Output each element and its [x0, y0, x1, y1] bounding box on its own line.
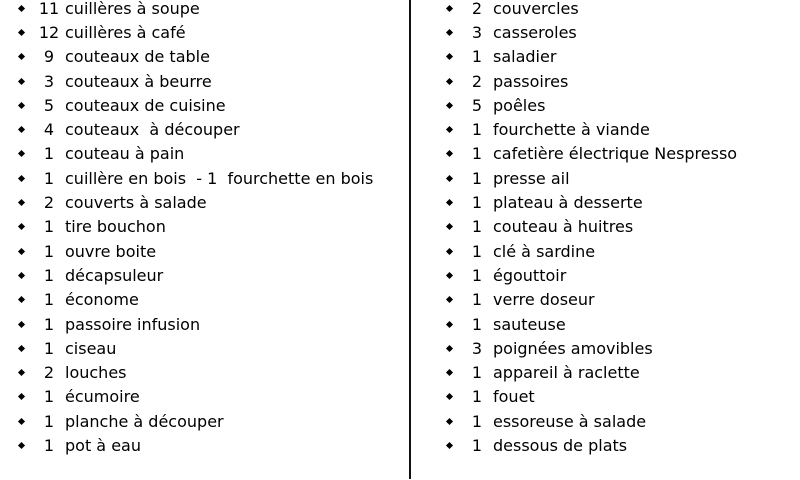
- bullet-diamond-icon: [446, 77, 453, 84]
- bullet-diamond-icon: [18, 53, 25, 60]
- list-item: [446, 409, 796, 433]
- bullet-diamond-icon: [18, 223, 25, 230]
- list-item: [446, 288, 796, 312]
- item-label: couteaux à beurre: [65, 71, 212, 91]
- list-item: [446, 190, 796, 214]
- column-divider: [409, 0, 411, 479]
- bullet-diamond-icon: [18, 248, 25, 255]
- item-quantity: 1: [471, 47, 483, 67]
- list-item: [18, 0, 400, 20]
- bullet-diamond-icon: [446, 199, 453, 206]
- item-quantity: 2: [43, 363, 55, 383]
- item-quantity: 1: [471, 193, 483, 213]
- item-quantity: 4: [43, 120, 55, 140]
- item-label: poêles: [493, 95, 546, 115]
- list-item: [18, 142, 400, 166]
- item-quantity: 1: [471, 411, 483, 431]
- list-item: [18, 20, 400, 44]
- list-item: [18, 360, 400, 384]
- bullet-diamond-icon: [18, 29, 25, 36]
- list-item: [18, 263, 400, 287]
- item-quantity: 1: [43, 144, 55, 164]
- item-quantity: 9: [43, 47, 55, 67]
- list-item: [446, 263, 796, 287]
- item-quantity: 3: [471, 338, 483, 358]
- bullet-diamond-icon: [18, 102, 25, 109]
- item-label: couteau à huitres: [493, 217, 634, 237]
- item-label: couteaux à découper: [65, 120, 240, 140]
- bullet-diamond-icon: [446, 5, 453, 12]
- bullet-diamond-icon: [446, 272, 453, 279]
- item-quantity: 1: [471, 120, 483, 140]
- list-item: [18, 239, 400, 263]
- bullet-diamond-icon: [18, 442, 25, 449]
- bullet-diamond-icon: [18, 175, 25, 182]
- bullet-diamond-icon: [18, 150, 25, 157]
- item-quantity: 1: [471, 363, 483, 383]
- item-label: pot à eau: [65, 435, 141, 455]
- list-item: [18, 190, 400, 214]
- item-label: ouvre boite: [65, 241, 157, 261]
- list-item: [18, 45, 400, 69]
- item-label: décapsuleur: [65, 265, 164, 285]
- item-label: cuillères à soupe: [65, 0, 200, 18]
- list-item: [18, 312, 400, 336]
- list-item: [18, 166, 400, 190]
- list-item: [18, 117, 400, 141]
- list-item: [18, 93, 400, 117]
- item-quantity: 1: [43, 217, 55, 237]
- item-quantity: 1: [43, 435, 55, 455]
- list-item: [446, 385, 796, 409]
- item-quantity: 1: [471, 265, 483, 285]
- item-quantity: 1: [471, 290, 483, 310]
- item-label: essoreuse à salade: [493, 411, 647, 431]
- item-quantity: 1: [471, 217, 483, 237]
- item-quantity: 1: [471, 435, 483, 455]
- item-quantity: 1: [43, 338, 55, 358]
- item-label: casseroles: [493, 22, 577, 42]
- item-label: cuillère en bois - 1 fourchette en bois: [65, 168, 374, 188]
- item-label: verre doseur: [493, 290, 595, 310]
- inventory-list-right-column: [446, 0, 796, 458]
- item-quantity: 1: [43, 265, 55, 285]
- item-quantity: 1: [43, 241, 55, 261]
- bullet-diamond-icon: [18, 77, 25, 84]
- item-quantity: 2: [471, 0, 483, 18]
- list-item: [446, 69, 796, 93]
- bullet-diamond-icon: [18, 418, 25, 425]
- list-item: [446, 20, 796, 44]
- item-quantity: 5: [43, 95, 55, 115]
- item-quantity: 2: [43, 193, 55, 213]
- list-item: [446, 433, 796, 457]
- list-item: [446, 142, 796, 166]
- item-label: sauteuse: [493, 314, 566, 334]
- bullet-diamond-icon: [446, 320, 453, 327]
- list-item: [18, 69, 400, 93]
- list-item: [446, 312, 796, 336]
- item-label: passoire infusion: [65, 314, 201, 334]
- bullet-diamond-icon: [446, 53, 453, 60]
- item-quantity: 2: [471, 71, 483, 91]
- item-label: ciseau: [65, 338, 117, 358]
- bullet-diamond-icon: [446, 418, 453, 425]
- item-label: couvercles: [493, 0, 579, 18]
- item-quantity: 1: [43, 411, 55, 431]
- list-item: [18, 409, 400, 433]
- item-label: fouet: [493, 387, 535, 407]
- bullet-diamond-icon: [446, 248, 453, 255]
- bullet-diamond-icon: [18, 320, 25, 327]
- item-quantity: 1: [471, 387, 483, 407]
- bullet-diamond-icon: [18, 393, 25, 400]
- item-label: presse ail: [493, 168, 570, 188]
- bullet-diamond-icon: [446, 296, 453, 303]
- item-quantity: 1: [471, 144, 483, 164]
- list-item: [446, 0, 796, 20]
- item-quantity: 3: [471, 22, 483, 42]
- item-quantity: 1: [43, 387, 55, 407]
- bullet-diamond-icon: [446, 393, 453, 400]
- list-item: [446, 166, 796, 190]
- list-item: [18, 215, 400, 239]
- item-label: dessous de plats: [493, 435, 628, 455]
- item-quantity: 1: [43, 314, 55, 334]
- item-label: économe: [65, 290, 139, 310]
- bullet-diamond-icon: [18, 296, 25, 303]
- bullet-diamond-icon: [18, 369, 25, 376]
- item-label: saladier: [493, 47, 557, 67]
- list-item: [18, 336, 400, 360]
- list-item: [446, 239, 796, 263]
- bullet-diamond-icon: [18, 345, 25, 352]
- item-label: couteaux de cuisine: [65, 95, 226, 115]
- list-item: [446, 360, 796, 384]
- list-item: [446, 93, 796, 117]
- list-item: [18, 288, 400, 312]
- bullet-diamond-icon: [446, 345, 453, 352]
- item-quantity: 1: [471, 168, 483, 188]
- item-label: fourchette à viande: [493, 120, 650, 140]
- bullet-diamond-icon: [446, 102, 453, 109]
- list-item: [446, 215, 796, 239]
- list-item: [18, 385, 400, 409]
- bullet-diamond-icon: [18, 199, 25, 206]
- item-quantity: 1: [471, 314, 483, 334]
- item-quantity: 5: [471, 95, 483, 115]
- item-label: clé à sardine: [493, 241, 596, 261]
- item-label: cuillères à café: [65, 22, 186, 42]
- item-label: plateau à desserte: [493, 193, 643, 213]
- item-quantity: 12: [38, 22, 60, 42]
- item-label: poignées amovibles: [493, 338, 653, 358]
- item-label: passoires: [493, 71, 569, 91]
- item-quantity: 11: [38, 0, 60, 18]
- item-label: couteau à pain: [65, 144, 185, 164]
- item-label: tire bouchon: [65, 217, 166, 237]
- bullet-diamond-icon: [446, 223, 453, 230]
- item-label: planche à découper: [65, 411, 224, 431]
- list-item: [446, 117, 796, 141]
- inventory-list-left-column: [18, 0, 400, 458]
- item-label: écumoire: [65, 387, 140, 407]
- item-quantity: 1: [471, 241, 483, 261]
- list-item: [18, 433, 400, 457]
- item-label: égouttoir: [493, 265, 567, 285]
- item-label: appareil à raclette: [493, 363, 640, 383]
- list-item: [446, 336, 796, 360]
- bullet-diamond-icon: [446, 442, 453, 449]
- bullet-diamond-icon: [18, 5, 25, 12]
- item-quantity: 3: [43, 71, 55, 91]
- bullet-diamond-icon: [18, 126, 25, 133]
- bullet-diamond-icon: [446, 369, 453, 376]
- bullet-diamond-icon: [446, 175, 453, 182]
- item-quantity: 1: [43, 168, 55, 188]
- bullet-diamond-icon: [446, 29, 453, 36]
- item-label: cafetière électrique Nespresso: [493, 144, 738, 164]
- item-quantity: 1: [43, 290, 55, 310]
- bullet-diamond-icon: [18, 272, 25, 279]
- list-item: [446, 45, 796, 69]
- bullet-diamond-icon: [446, 126, 453, 133]
- item-label: couverts à salade: [65, 193, 207, 213]
- item-label: louches: [65, 363, 127, 383]
- bullet-diamond-icon: [446, 150, 453, 157]
- item-label: couteaux de table: [65, 47, 210, 67]
